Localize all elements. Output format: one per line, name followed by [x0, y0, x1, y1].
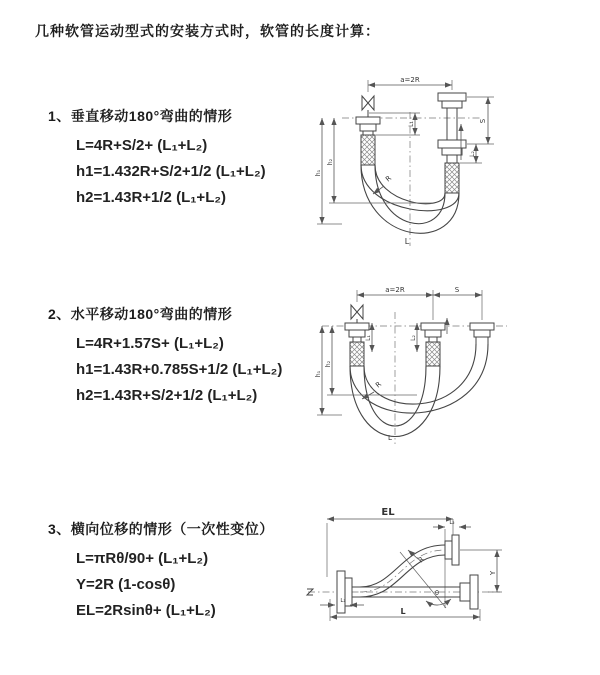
dim-label-a: a=2R [400, 76, 420, 84]
dim-label-h1: h₁ [315, 370, 322, 378]
dimension-l1 [320, 598, 364, 605]
dim-label-l: L [400, 607, 406, 616]
dimension-a-2r [357, 286, 482, 320]
fixed-end-pipe [356, 96, 380, 165]
dimension-h1 [315, 118, 342, 224]
formula-h1: h1=1.43R+0.785S+1/2 (L₁+L₂) [76, 361, 283, 378]
length-label: L [388, 434, 392, 442]
dim-label-a: a=2R [385, 286, 405, 294]
section-1-heading: 1、垂直移动180°弯曲的情形 [48, 108, 233, 124]
section-3-heading: 3、横向位移的情形（一次性变位） [48, 521, 274, 537]
displaced-end-pipe [445, 535, 459, 565]
dim-label-l2: L₂ [449, 520, 455, 526]
hose-curves [360, 545, 445, 597]
dimension-h2 [327, 118, 432, 203]
dim-label-l1: L₁ [365, 335, 372, 341]
dim-label-el: EL [381, 507, 395, 518]
dim-label-l1: L₁ [408, 121, 415, 127]
diagram-lateral-shift [300, 497, 530, 647]
dim-label-h2: h₂ [327, 158, 334, 166]
formula-h1: h1=1.432R+S/2+1/2 (L₁+L₂) [76, 163, 266, 180]
diagram-horizontal-bend [312, 282, 572, 462]
section-2-heading: 2、水平移动180°弯曲的情形 [48, 306, 233, 322]
braided-hose-section [426, 342, 440, 366]
braided-hose-section [350, 342, 364, 366]
formula-h2: h2=1.43R+S/2+1/2 (L₁+L₂) [76, 387, 258, 404]
page-title: 几种软管运动型式的安装方式时，软管的长度计算： [35, 23, 380, 39]
diagram-vertical-bend [312, 72, 562, 254]
formula-length: L=4R+1.57S+ (L₁+L₂) [76, 335, 224, 352]
dim-label-l2: L₂ [469, 151, 476, 157]
angle-label: θ [435, 589, 439, 597]
formula-h2: h2=1.43R+1/2 (L₁+L₂) [76, 189, 227, 206]
dim-label-y: Y [489, 570, 497, 576]
dim-label-l2: L₂ [410, 335, 417, 341]
braided-hose-section [361, 135, 375, 165]
dimension-el [327, 507, 453, 577]
formula-y: Y=2R (1-cosθ) [76, 576, 176, 593]
moving-end-pipe-far [470, 323, 494, 344]
formula-length: L=πRθ/90+ (L₁+L₂) [76, 550, 209, 567]
construction-lines [400, 529, 446, 608]
hose-curves [350, 344, 488, 437]
dimension-s [467, 97, 494, 144]
section-2-formulas [48, 336, 318, 403]
moving-end-pipe-near [421, 318, 447, 366]
section-1 [48, 106, 318, 216]
radius-label: R [374, 380, 384, 390]
section-1-formulas [48, 138, 318, 205]
dim-label-h1: h₁ [315, 169, 322, 177]
dimension-l2 [433, 520, 471, 527]
braided-hose-section [445, 163, 459, 193]
dimension-a-2r [368, 76, 452, 92]
dimension-s [433, 286, 482, 295]
dimension-l2 [410, 323, 417, 352]
dim-label-s: S [454, 286, 460, 294]
moving-end-pipe [438, 93, 466, 193]
length-label: L [404, 237, 410, 246]
radius-label: R [416, 555, 426, 565]
section-2 [48, 304, 318, 414]
dim-label-l1: L₁ [340, 598, 346, 604]
radius-label: R [384, 174, 394, 184]
dim-label-s: S [479, 118, 487, 124]
dim-label-h2: h₂ [325, 360, 332, 368]
formula-length: L=4R+S/2+ (L₁+L₂) [76, 137, 208, 154]
section-3 [48, 519, 318, 629]
section-3-formulas [48, 551, 318, 618]
dimension-h1 [315, 326, 342, 415]
formula-el: EL=2Rsinθ+ (L₁+L₂) [76, 602, 216, 619]
